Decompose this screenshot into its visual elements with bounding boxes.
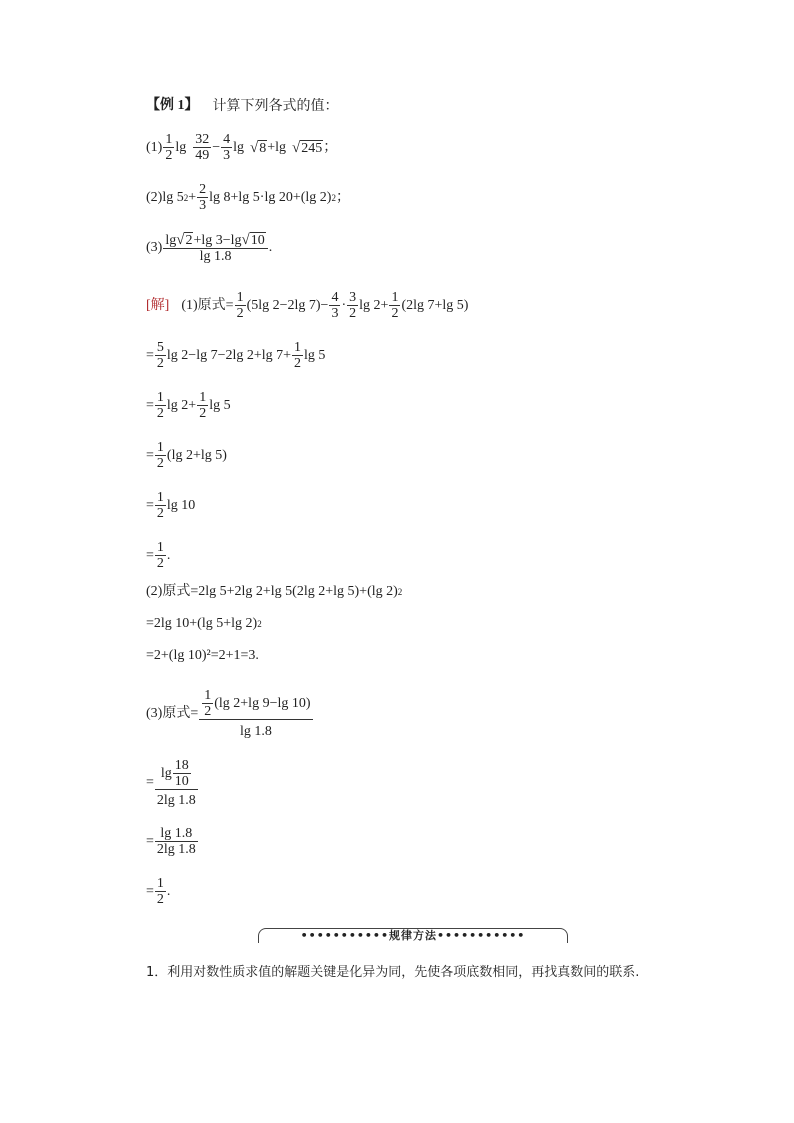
method-note: 1．利用对数性质求值的解题关键是化异为同，先使各项底数相同，再找真数间的联系. — [146, 965, 640, 980]
solution-1-line-4: = $\frac{1}{2}$ (lg 2+lg 5) — [146, 440, 227, 471]
fraction: $\frac{4}{3}$ — [223, 132, 231, 163]
fraction: $\frac{1}{2}$ — [156, 490, 164, 521]
example-header — [146, 98, 339, 114]
square-root: √ 8 — [250, 139, 267, 156]
solution-3-line-3: = $\frac{\lg 1.8}{2\lg 1.8}$ — [146, 826, 196, 857]
solution-2-line-2: =2lg 10+(lg 5+lg 2) 2 — [146, 616, 262, 631]
fraction: $\frac{1}{2}$ — [165, 132, 173, 163]
fraction: $\frac{3}{2}$ — [349, 290, 357, 321]
problem-3: (3) lg √ 2 +lg 3−lg √ 10 lg 1.8 . — [146, 232, 273, 264]
fraction: $\frac{1}{2}$ — [294, 340, 302, 371]
fraction: $\frac{1}{2}$ (lg 2+lg 9−lg 10) lg 1.8 — [199, 688, 312, 739]
solution-2-line-3: =2+(lg 10)²=2+1=3. — [146, 648, 259, 663]
fraction: lg √ 2 +lg 3−lg √ 10 lg 1.8 — [163, 232, 267, 264]
problem-1: (1) $\frac{1}{2}$ lg $\frac{32}{49}$ − $\frac{4}{3}$ lg √ 8 +lg √ 245 ； — [146, 132, 338, 163]
solution-1-line-3: = $\frac{1}{2}$ lg 2+ $\frac{1}{2}$ lg 5 — [146, 390, 231, 421]
fraction: $\frac{32}{49}$ — [195, 132, 210, 163]
fraction: $\frac{1}{2}$ — [391, 290, 399, 321]
fraction: lg $\frac{18}{10}$ 2lg 1.8 — [156, 758, 196, 808]
solution-3-line-1: (3)原式= $\frac{1}{2}$ (lg 2+lg 9−lg 10) lg 1.8 — [146, 688, 311, 739]
method-box — [258, 928, 568, 943]
fraction: $\frac{2}{3}$ — [199, 182, 207, 213]
solution-1-line-2: = $\frac{5}{2}$ lg 2−lg 7−2lg 2+lg 7+ $\frac{1}{2}$ lg 5 — [146, 340, 326, 371]
solution-3-line-4: = $\frac{1}{2}$ . — [146, 876, 171, 907]
example-label: 【例 1】 — [146, 98, 199, 113]
solution-label: [解] — [146, 297, 170, 313]
fraction: $\frac{1}{2}$ — [199, 390, 207, 421]
solution-1-line-6: = $\frac{1}{2}$ . — [146, 540, 171, 571]
fraction: $\frac{4}{3}$ — [331, 290, 339, 321]
fraction: $\frac{1}{2}$ — [236, 290, 244, 321]
fraction: $\frac{\lg 1.8}{2\lg 1.8}$ — [156, 826, 196, 857]
fraction: $\frac{1}{2}$ — [156, 440, 164, 471]
solution-1-line-1: [解] (1)原式= $\frac{1}{2}$ (5lg 2−2lg 7)− $\frac{4}{3}$ · $\frac{3}{2}$ lg 2+ $\frac{1}{2}$ (2lg 7+lg 5) — [146, 290, 469, 321]
solution-1-line-5: = $\frac{1}{2}$ lg 10 — [146, 490, 196, 521]
fraction: $\frac{1}{2}$ — [156, 540, 164, 571]
solution-3-line-2: = lg $\frac{18}{10}$ 2lg 1.8 — [146, 758, 196, 808]
solution-2-line-1: (2)原式=2lg 5+2lg 2+lg 5(2lg 2+lg 5)+(lg 2) 2 — [146, 584, 403, 599]
fraction: $\frac{1}{2}$ — [156, 876, 164, 907]
problem-2: (2)lg 5 2 + $\frac{2}{3}$ lg 8+lg 5·lg 20+(lg 2) 2 ； — [146, 182, 350, 213]
square-root: √ 245 — [292, 139, 323, 156]
fraction: $\frac{1}{2}$ — [156, 390, 164, 421]
method-box-title: •••••••••••规律方法••••••••••• — [300, 929, 526, 942]
example-prompt: 计算下列各式的值： — [212, 98, 339, 114]
fraction: $\frac{5}{2}$ — [156, 340, 164, 371]
